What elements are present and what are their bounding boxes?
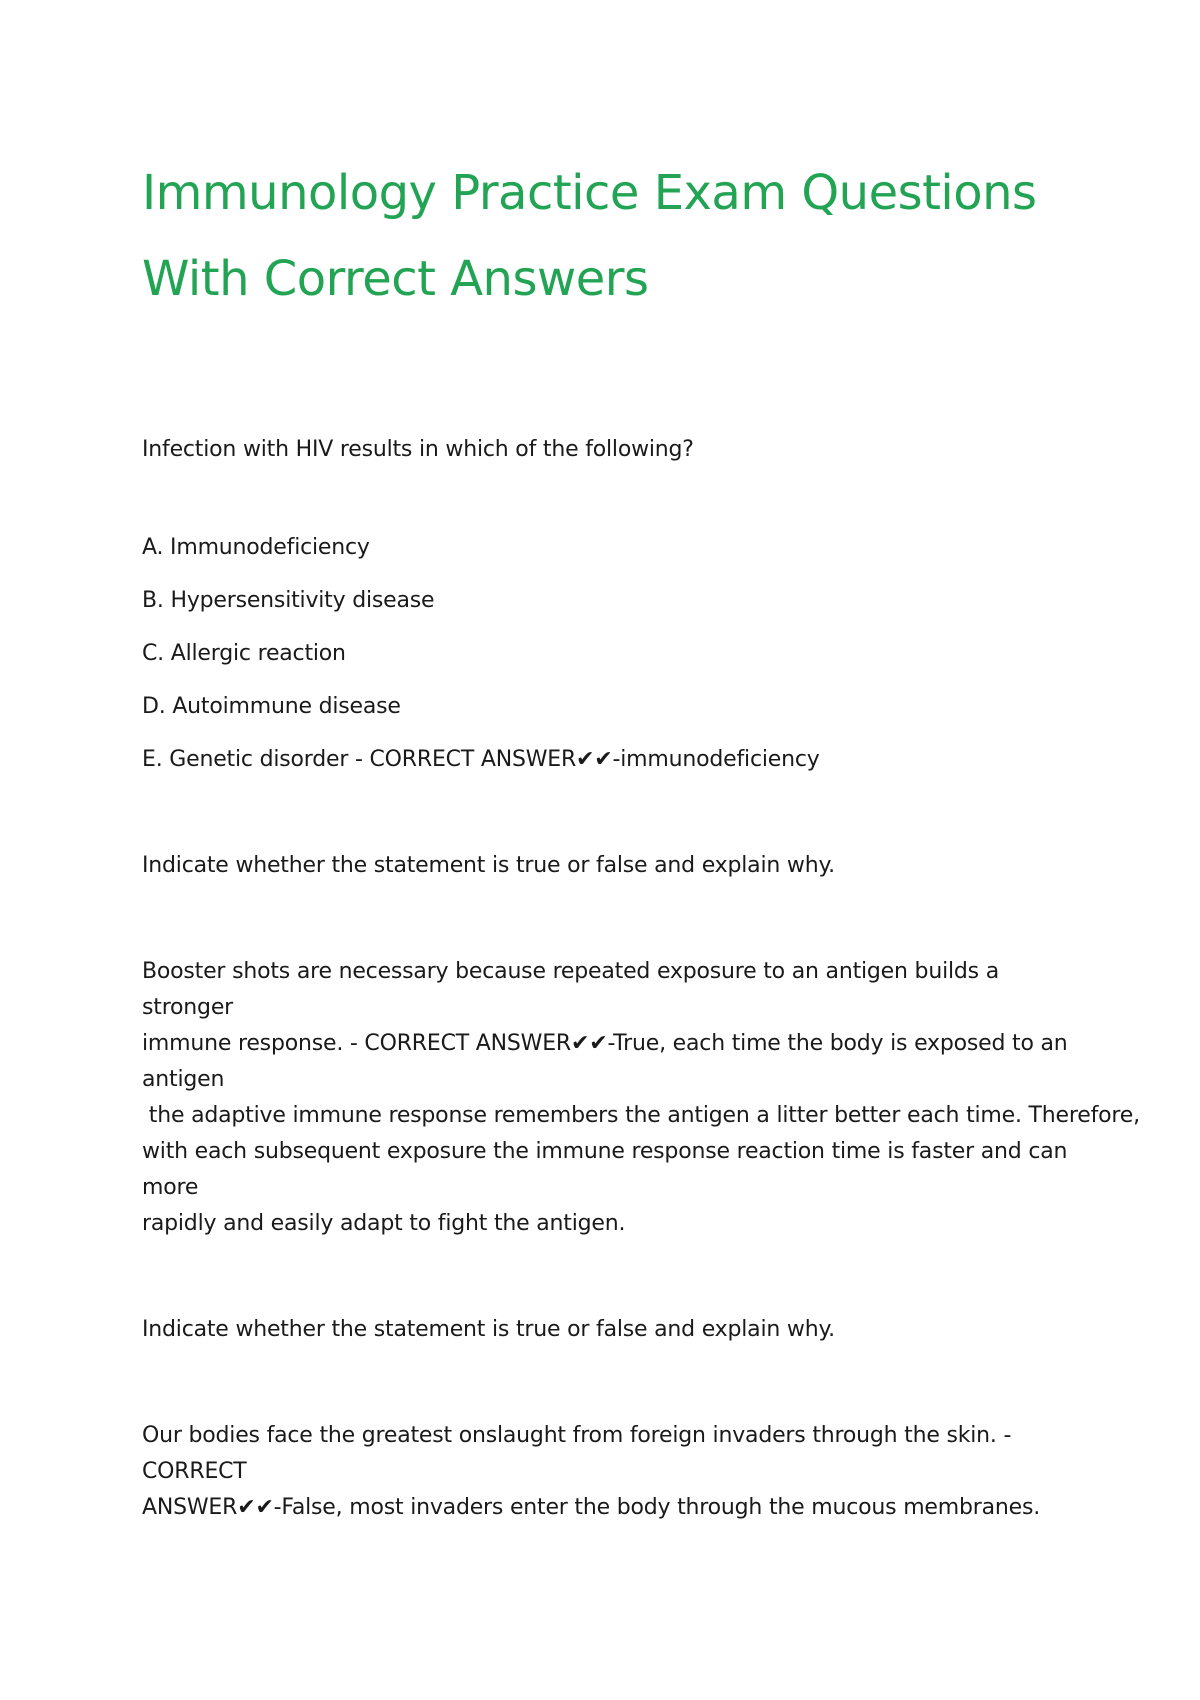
title-line-2: With Correct Answers [142, 251, 649, 307]
question-1-option-e-answer: E. Genetic disorder - CORRECT ANSWER✔✔-immunodeficiency [142, 747, 820, 772]
question-1-option-b: B. Hypersensitivity disease [142, 588, 435, 613]
question-2-line: immune response. - CORRECT ANSWER✔✔-True, each time the body is exposed to an antigen [142, 1031, 1068, 1092]
question-2-line: with each subsequent exposure the immune response reaction time is faster and can more [142, 1139, 1068, 1200]
question-3-statement-answer [142, 1418, 1072, 1526]
question-2-statement-answer [142, 954, 1140, 1242]
document-title [142, 150, 1072, 322]
question-2-line: rapidly and easily adapt to fight the antigen. [142, 1211, 626, 1236]
question-3-line: ANSWER✔✔-False, most invaders enter the body through the mucous membranes. [142, 1495, 1041, 1520]
question-1-option-a: A. Immunodeficiency [142, 535, 370, 560]
document-page [142, 150, 1140, 1526]
question-1-option-d: D. Autoimmune disease [142, 694, 401, 719]
question-2-line: the adaptive immune response remembers the antigen a litter better each time. Therefore, [142, 1103, 1140, 1128]
question-2-line: Booster shots are necessary because repeated exposure to an antigen builds a stronger [142, 959, 999, 1020]
question-1-option-c: C. Allergic reaction [142, 641, 346, 666]
question-3-line: Our bodies face the greatest onslaught from foreign invaders through the skin. - CORRECT [142, 1423, 1012, 1484]
title-line-1: Immunology Practice Exam Questions [142, 165, 1037, 221]
question-3-instruction: Indicate whether the statement is true or false and explain why. [142, 1317, 835, 1342]
question-1-prompt: Infection with HIV results in which of the following? [142, 437, 694, 462]
question-2-instruction: Indicate whether the statement is true or false and explain why. [142, 853, 835, 878]
